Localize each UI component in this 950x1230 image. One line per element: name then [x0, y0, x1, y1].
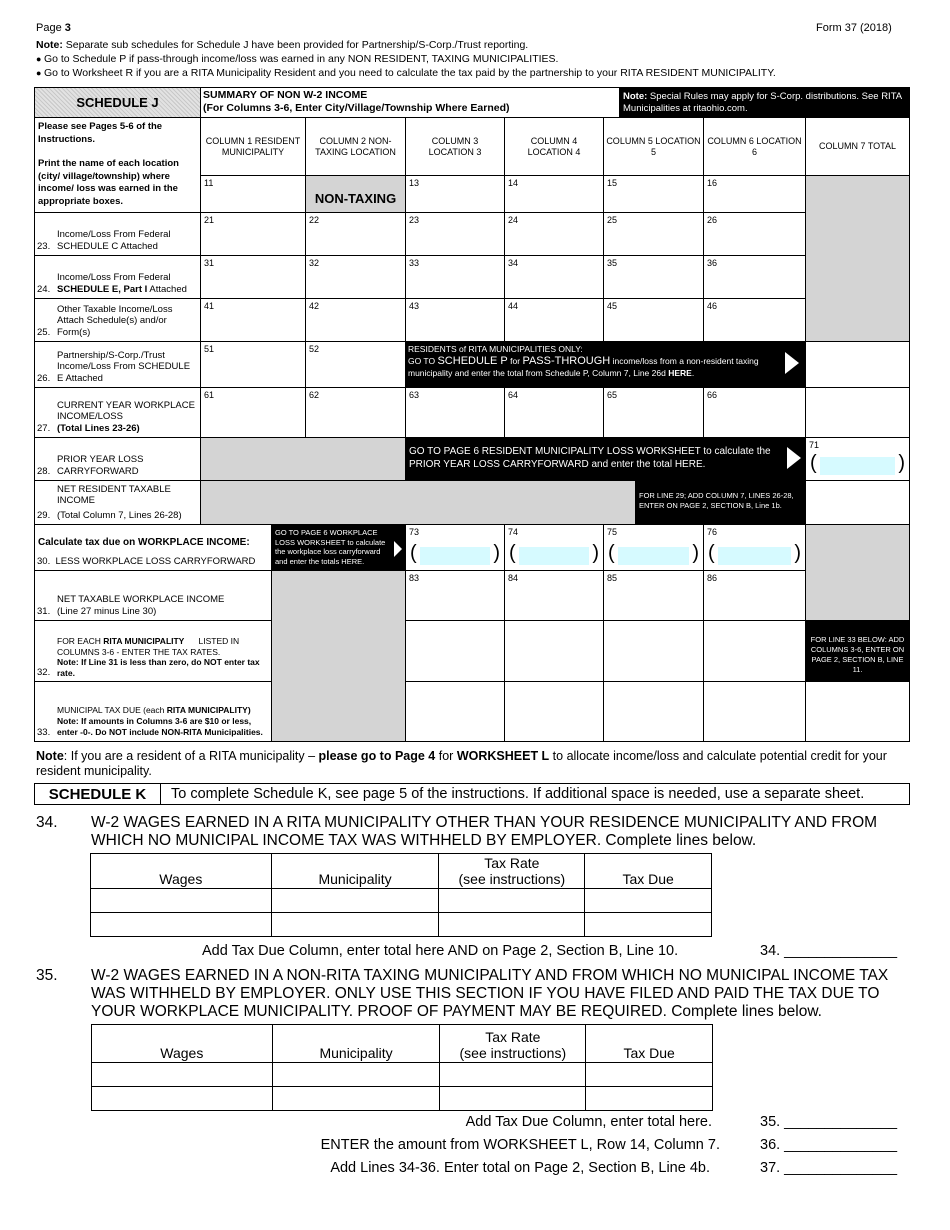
line-37-summary: Add Lines 34-36. Enter total on Page 2, Section B, Line 4b.	[330, 1160, 710, 1176]
municipality-header: Municipality	[272, 1025, 440, 1063]
line-37-total[interactable]: 37. ______________	[760, 1160, 898, 1176]
line-29-label: 29. NET RESIDENT TAXABLE INCOME (Total Column 7, Lines 26-28)	[34, 480, 201, 525]
tax-rate-input[interactable]	[439, 913, 585, 937]
line-35-table	[91, 1024, 713, 1111]
bullet-schedule-p: ● Go to Schedule P if pass-through income/loss was earned in any NON RESIDENT, TAXING MUNICIPALITIES.	[36, 52, 916, 66]
tax-rate-col-6[interactable]	[703, 620, 806, 682]
line-34-text: W-2 WAGES EARNED IN A RITA MUNICIPALITY OTHER THAN YOUR RESIDENCE MUNICIPALITY AND FROM WHICH NO MUNICIPAL INCOME TAX WAS WITHHELD BY EMPLOYER. Complete lines below.	[91, 814, 878, 849]
wages-header: Wages	[91, 854, 272, 889]
line-36-summary: ENTER the amount from WORKSHEET L, Row 14, Column 7.	[320, 1137, 720, 1153]
line-33-instruction: FOR LINE 33 BELOW: ADD COLUMNS 3-6, ENTER ON PAGE 2, SECTION B, LINE 11.	[805, 620, 910, 682]
arrow-right-icon	[787, 447, 801, 469]
column-3-header: COLUMN 3 LOCATION 3	[405, 117, 505, 176]
cell-79[interactable]	[805, 480, 910, 525]
column-1-header: COLUMN 1 RESIDENT MUNICIPALITY	[200, 117, 306, 176]
tax-due-total[interactable]	[805, 681, 910, 742]
form-name: Form 37 (2018)	[816, 22, 892, 34]
column-7-shaded	[805, 175, 910, 342]
cell-65[interactable]: 65	[603, 387, 704, 438]
column-2-header: COLUMN 2 NON-TAXING LOCATION	[305, 117, 406, 176]
tax-due-col-4[interactable]	[504, 681, 604, 742]
cell-22[interactable]: 22	[305, 212, 406, 256]
cell-86[interactable]: 86	[703, 570, 806, 621]
schedule-p-instruction: RESIDENTS of RITA MUNICIPALITIES ONLY: GO TO SCHEDULE P for PASS-THROUGH income/loss from a non-resident taxing municipality and enter the total from Schedule P, Column 7, Line 26d HERE.	[405, 341, 806, 388]
wages-input[interactable]	[92, 1063, 273, 1087]
line-23-label: 23. Income/Loss From Federal SCHEDULE C Attached	[34, 212, 201, 256]
cell-67[interactable]	[805, 387, 910, 438]
line-34-total[interactable]: 34. ______________	[760, 943, 898, 959]
schedule-k-title: SCHEDULE K	[35, 784, 161, 804]
tax-rate-header: Tax Rate (see instructions)	[440, 1025, 586, 1063]
cell-41[interactable]: 41	[200, 298, 306, 342]
tax-rate-col-3[interactable]	[405, 620, 505, 682]
scorp-note: Note: Special Rules may apply for S-Corp. distributions. See RITA Municipalities at ritaohio.com.	[619, 87, 910, 118]
cell-14[interactable]: 14	[504, 175, 604, 213]
tax-due-input[interactable]	[586, 1087, 713, 1111]
line-24-label: 24. Income/Loss From Federal SCHEDULE E, Part I Attached	[34, 255, 201, 299]
line-35-summary: Add Tax Due Column, enter total here.	[465, 1114, 712, 1130]
cell-84[interactable]: 84	[504, 570, 604, 621]
cell-61[interactable]: 61	[200, 387, 306, 438]
cell-32[interactable]: 32	[305, 255, 406, 299]
cell-57[interactable]	[805, 341, 910, 388]
tax-rate-col-4[interactable]	[504, 620, 604, 682]
line-35-number: 35.	[36, 967, 58, 984]
line-31-label: 31. NET TAXABLE WORKPLACE INCOME (Line 27 minus Line 30)	[34, 570, 272, 621]
cell-63[interactable]: 63	[405, 387, 505, 438]
cell-21[interactable]: 21	[200, 212, 306, 256]
line-28-label: 28. PRIOR YEAR LOSS CARRYFORWARD	[34, 437, 201, 481]
tax-rate-input[interactable]	[440, 1087, 586, 1111]
resident-loss-instruction: GO TO PAGE 6 RESIDENT MUNICIPALITY LOSS WORKSHEET to calculate the PRIOR YEAR LOSS CARRYFORWARD and enter the total HERE.	[405, 437, 806, 481]
tax-due-col-3[interactable]	[405, 681, 505, 742]
schedule-j-title: SCHEDULE J	[34, 87, 201, 118]
tax-due-input[interactable]	[586, 1063, 713, 1087]
shaded-31-33	[271, 570, 406, 742]
tax-due-header: Tax Due	[585, 854, 712, 889]
page-number: Page 3	[36, 22, 71, 34]
line-30-label: Calculate tax due on WORKPLACE INCOME: 30. LESS WORKPLACE LOSS CARRYFORWARD	[34, 524, 272, 571]
cell-76[interactable]: 76 ( )	[703, 524, 806, 571]
note-line: Note: Separate sub schedules for Schedule J have been provided for Partnership/S-Corp./Trust reporting.	[36, 39, 529, 51]
shaded-28	[200, 437, 406, 481]
municipality-input[interactable]	[271, 913, 439, 937]
column-6-header: COLUMN 6 LOCATION 6	[703, 117, 806, 176]
notes-block	[36, 38, 916, 80]
non-taxing-cell: NON-TAXING	[305, 175, 406, 213]
line-27-label: 27. CURRENT YEAR WORKPLACE INCOME/LOSS (Total Lines 23-26)	[34, 387, 201, 438]
line-34-table	[90, 853, 712, 937]
cell-31[interactable]: 31	[200, 255, 306, 299]
schedule-j-grid	[34, 87, 910, 742]
cell-62[interactable]: 62	[305, 387, 406, 438]
tax-due-input[interactable]	[585, 889, 712, 913]
schedule-k-bar	[34, 783, 910, 805]
line-34-summary: Add Tax Due Column, enter total here AND on Page 2, Section B, Line 10.	[202, 943, 679, 959]
line-25-label: 25. Other Taxable Income/Loss Attach Schedule(s) and/or Form(s)	[34, 298, 201, 342]
cell-34[interactable]: 34	[504, 255, 604, 299]
municipality-input[interactable]	[272, 1063, 440, 1087]
municipality-header: Municipality	[271, 854, 439, 889]
tax-rate-col-5[interactable]	[603, 620, 704, 682]
cell-52[interactable]: 52	[305, 341, 406, 388]
wages-input[interactable]	[91, 889, 272, 913]
loss-carryforward-field[interactable]: ( )	[810, 452, 905, 474]
line-35-text: W-2 WAGES EARNED IN A NON-RITA TAXING MUNICIPALITY AND FROM WHICH NO MUNICIPAL INCOME TAX WAS WITHHELD BY EMPLOYER. ONLY USE THIS SECTION IF YOU HAVE FILED AND PAID THE TAX DUE TO YOUR WORKPLACE MUNICIPALITY. PROOF OF PAYMENT MAY BE REQUIRED. Complete lines below.	[91, 967, 889, 1020]
tax-due-input[interactable]	[585, 913, 712, 937]
tax-rate-input[interactable]	[439, 889, 585, 913]
municipality-input[interactable]	[272, 1087, 440, 1111]
column-4-header: COLUMN 4 LOCATION 4	[504, 117, 604, 176]
cell-73[interactable]: 73 ( )	[405, 524, 505, 571]
cell-44[interactable]: 44	[504, 298, 604, 342]
wages-header: Wages	[92, 1025, 273, 1063]
cell-35[interactable]: 35	[603, 255, 704, 299]
column-7-shaded-30	[805, 524, 910, 621]
summary-header: SUMMARY OF NON W-2 INCOME (For Columns 3-6, Enter City/Village/Township Where Earned)	[200, 87, 620, 118]
resident-note: Note: If you are a resident of a RITA municipality – please go to Page 4 for WORKSHEET L to allocate income/loss and calculate potential credit for your resident municipality.	[36, 749, 887, 778]
cell-36[interactable]: 36	[703, 255, 806, 299]
bullet-worksheet-r: ● Go to Worksheet R if you are a RITA Municipality Resident and you need to calculate the tax paid by the partnership to your RITA RESIDENT MUNICIPALITY.	[36, 66, 916, 80]
cell-15[interactable]: 15	[603, 175, 704, 213]
cell-33[interactable]: 33	[405, 255, 505, 299]
wages-input[interactable]	[91, 913, 272, 937]
cell-75[interactable]: 75 ( )	[603, 524, 704, 571]
cell-42[interactable]: 42	[305, 298, 406, 342]
cell-26[interactable]: 26	[703, 212, 806, 256]
line-33-label: 33. MUNICIPAL TAX DUE (each RITA MUNICIPALITY) Note: If amounts in Columns 3-6 are $10 or less, enter -0-. Do NOT include NON-RITA Municipalities.	[34, 681, 272, 742]
tax-rate-header: Tax Rate (see instructions)	[439, 854, 585, 889]
cell-11[interactable]: 11	[200, 175, 306, 213]
cell-66[interactable]: 66	[703, 387, 806, 438]
tax-due-col-6[interactable]	[703, 681, 806, 742]
line-32-label: 32. FOR EACH RITA MUNICIPALITY LISTED IN COLUMNS 3-6 - ENTER THE TAX RATES. Note: If Line 31 is less than zero, do NOT enter tax rate.	[34, 620, 272, 682]
municipality-input[interactable]	[271, 889, 439, 913]
cell-25[interactable]: 25	[603, 212, 704, 256]
wages-input[interactable]	[92, 1087, 273, 1111]
cell-24[interactable]: 24	[504, 212, 604, 256]
cell-64[interactable]: 64	[504, 387, 604, 438]
line-26-label: 26. Partnership/S-Corp./Trust Income/Loss From SCHEDULE E Attached	[34, 341, 201, 388]
line-35-total[interactable]: 35. ______________	[760, 1114, 898, 1130]
cell-43[interactable]: 43	[405, 298, 505, 342]
cell-13[interactable]: 13	[405, 175, 505, 213]
shaded-29	[200, 480, 636, 525]
tax-rate-input[interactable]	[440, 1063, 586, 1087]
cell-23[interactable]: 23	[405, 212, 505, 256]
cell-46[interactable]: 46	[703, 298, 806, 342]
schedule-k-text: To complete Schedule K, see page 5 of the instructions. If additional space is needed, use a separate sheet.	[171, 786, 865, 802]
tax-due-header: Tax Due	[586, 1025, 713, 1063]
line-29-instruction: FOR LINE 29; ADD COLUMN 7, LINES 26-28, ENTER ON PAGE 2, SECTION B, Line 1b.	[635, 480, 806, 525]
line-36-total[interactable]: 36. ______________	[760, 1137, 898, 1153]
cell-16[interactable]: 16	[703, 175, 806, 213]
workplace-loss-instruction: GO TO PAGE 6 WORKPLACE LOSS WORKSHEET to calculate the workplace loss carryforward and enter the totals HERE.	[271, 524, 406, 571]
cell-85[interactable]: 85	[603, 570, 704, 621]
cell-45[interactable]: 45	[603, 298, 704, 342]
arrow-right-icon	[394, 541, 402, 557]
arrow-right-icon	[785, 352, 799, 374]
cell-51[interactable]: 51	[200, 341, 306, 388]
column-5-header: COLUMN 5 LOCATION 5	[603, 117, 704, 176]
cell-83[interactable]: 83	[405, 570, 505, 621]
instructions-cell: Please see Pages 5-6 of the Instructions. Print the name of each location (city/ village/township) where income/ loss was earned in the appropriate boxes.	[34, 117, 201, 213]
cell-71[interactable]: 71 ( )	[805, 437, 910, 481]
tax-due-col-5[interactable]	[603, 681, 704, 742]
line-34-number: 34.	[36, 814, 58, 831]
column-7-header: COLUMN 7 TOTAL	[805, 117, 910, 176]
cell-74[interactable]: 74 ( )	[504, 524, 604, 571]
